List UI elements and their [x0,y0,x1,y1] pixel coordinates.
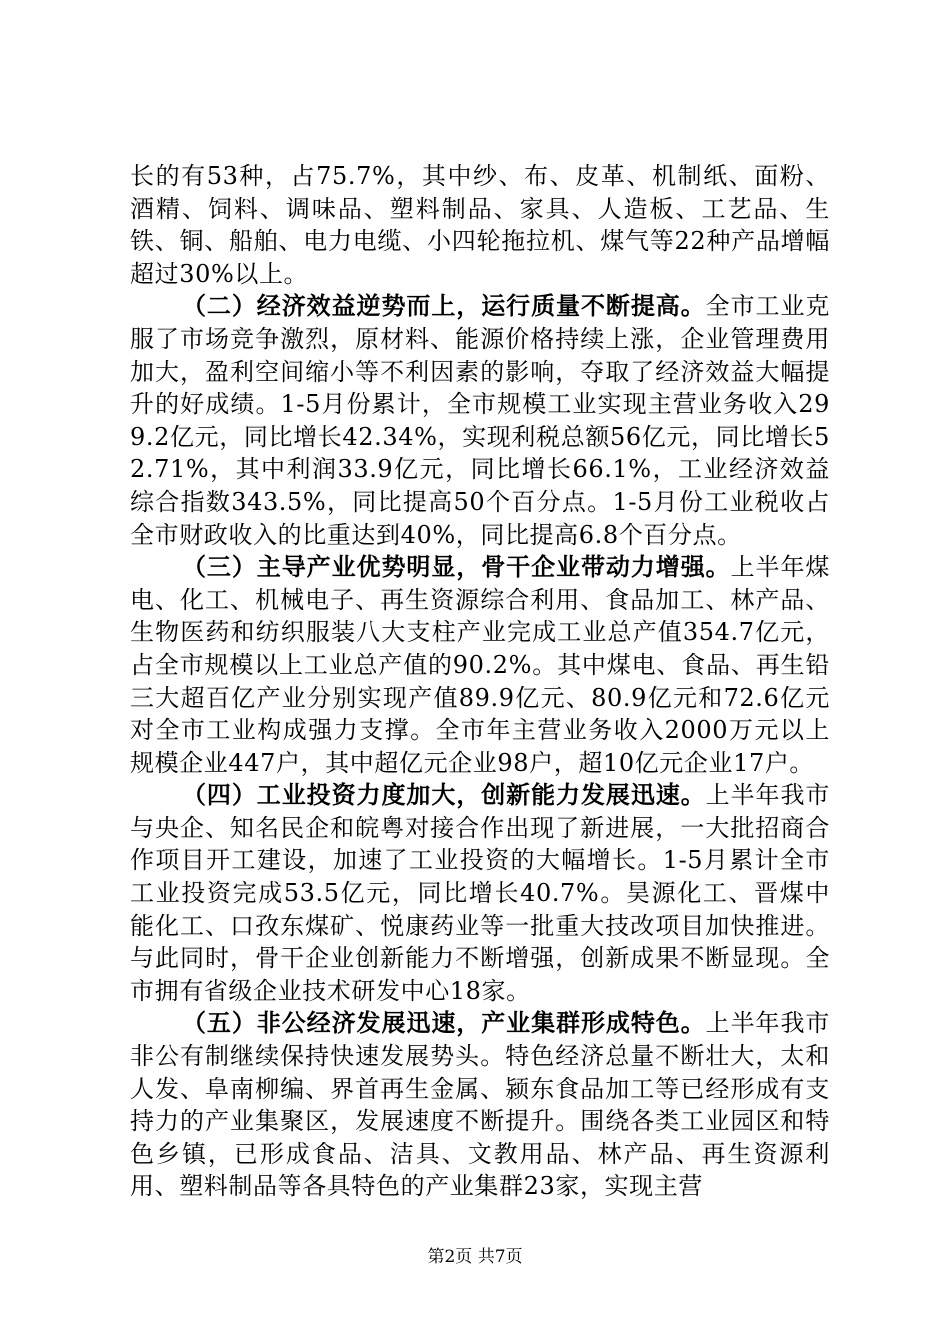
paragraph-section-4 [130,779,830,1007]
paragraph-text: 上半年我市与央企、知名民企和皖粤对接合作出现了新进展，一大批招商合作项目开工建设，加速了工业投资的大幅增长。1-5月累计全市工业投资完成53.5亿元，同比增长40.7%。昊源化工、晋煤中能化工、口孜东煤矿、悦康药业等一批重大技改项目加快推进。与此同时，骨干企业创新能力不断增强，创新成果不断显现。全市拥有省级企业技术研发中心18家。 [130,781,830,1005]
paragraph-text: 全市工业克服了市场竞争激烈，原材料、能源价格持续上涨，企业管理费用加大，盈利空间缩小等不利因素的影响，夺取了经济效益大幅提升的好成绩。1-5月份累计，全市规模工业实现主营业务收入299.2亿元，同比增长42.34%，实现利税总额56亿元，同比增长52.71%，其中利润33.9亿元，同比增长66.1%，工业经济效益综合指数343.5%，同比提高50个百分点。1-5月份工业税收占全市财政收入的比重达到40%，同比提高6.8个百分点。 [130,292,830,549]
page-number-footer: 第2页 共7页 [427,1247,523,1267]
section-heading: （三）主导产业优势明显，骨干企业带动力增强。 [182,552,731,582]
section-heading: （四）工业投资力度加大，创新能力发展迅速。 [182,780,706,810]
paragraph-section-3 [130,551,830,779]
document-body [130,160,830,1203]
paragraph-section-5 [130,1007,830,1203]
section-heading: （五）非公经济发展迅速，产业集群形成特色。 [182,1008,706,1038]
paragraph-text: 长的有53种，占75.7%，其中纱、布、皮革、机制纸、面粉、酒精、饲料、调味品、塑料制品、家具、人造板、工艺品、生铁、铜、船舶、电力电缆、小四轮拖拉机、煤气等22种产品增幅超过30%以上。 [130,162,830,288]
paragraph-continuation [130,160,830,290]
section-heading: （二）经济效益逆势而上，运行质量不断提高。 [182,291,706,321]
paragraph-section-2 [130,290,830,551]
paragraph-text: 上半年我市非公有制继续保持快速发展势头。特色经济总量不断壮大，太和人发、阜南柳编、界首再生金属、颍东食品加工等已经形成有支持力的产业集聚区，发展速度不断提升。围绕各类工业园区和特色乡镇，已形成食品、洁具、文教用品、林产品、再生资源利用、塑料制品等各具特色的产业集群23家，实现主营 [130,1009,830,1201]
paragraph-text: 上半年煤电、化工、机械电子、再生资源综合利用、食品加工、林产品、生物医药和纺织服装八大支柱产业完成工业总产值354.7亿元，占全市规模以上工业总产值的90.2%。其中煤电、食品、再生铅三大超百亿产业分别实现产值89.9亿元、80.9亿元和72.6亿元对全市工业构成强力支撑。全市年主营业务收入2000万元以上规模企业447户，其中超亿元企业98户，超10亿元企业17户。 [130,553,831,777]
